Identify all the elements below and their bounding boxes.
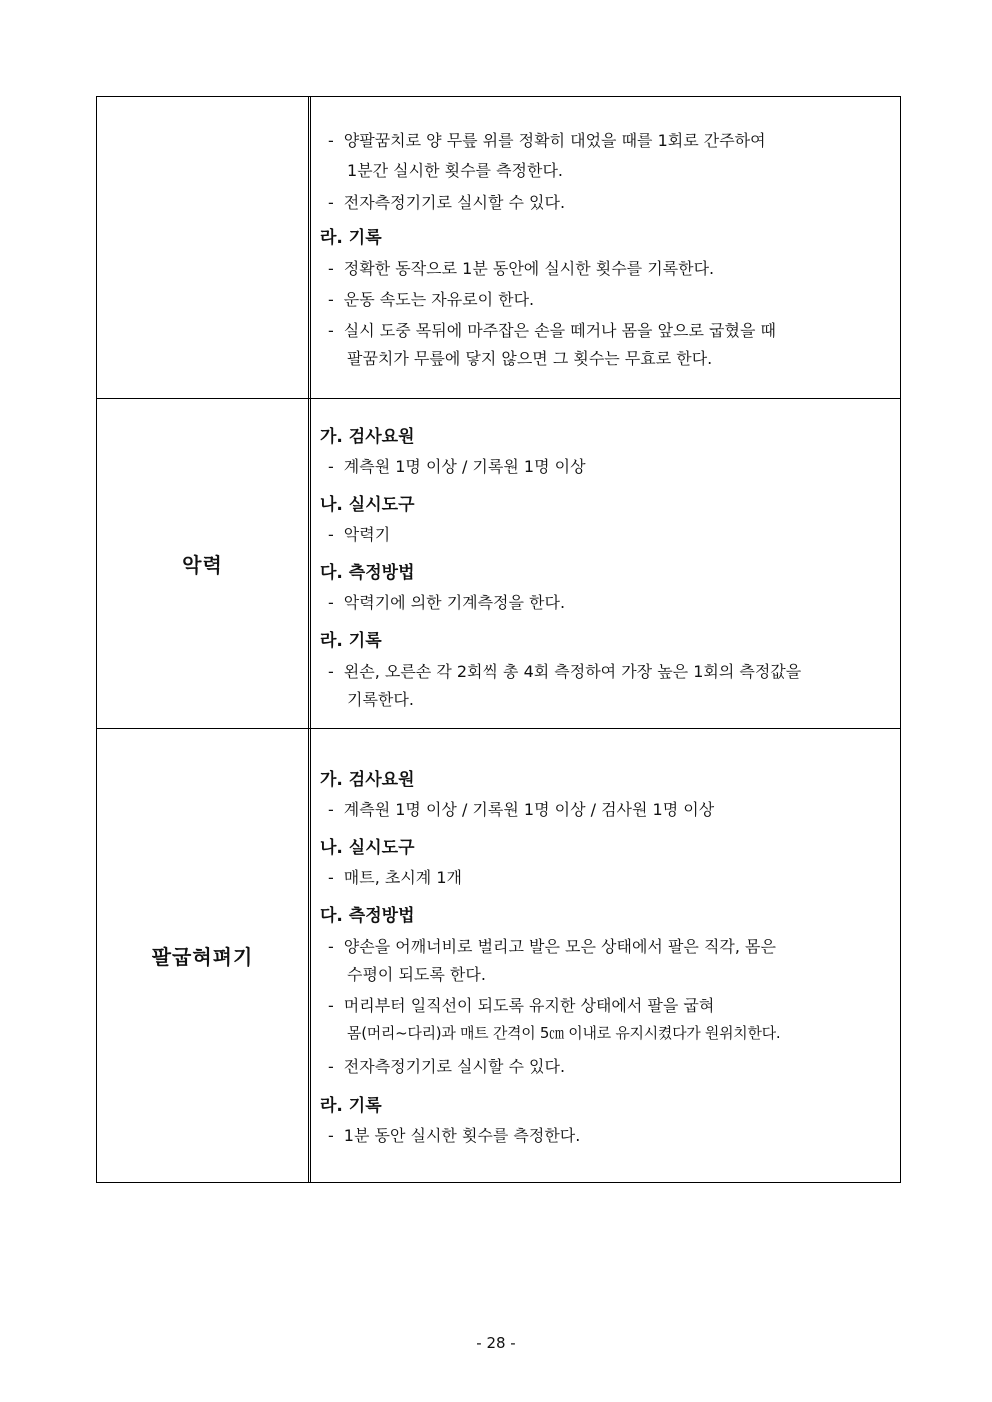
table-row <box>97 97 900 399</box>
continuation-line: 팔꿈치가 무릎에 닿지 않으면 그 횟수는 무효로 한다. <box>347 349 713 368</box>
bullet-line: - 매트, 초시계 1개 <box>328 868 462 887</box>
bullet-line: - 운동 속도는 자유로이 한다. <box>328 290 535 309</box>
table-row <box>97 399 900 729</box>
page-number: - 28 - <box>476 1334 516 1352</box>
bullet-line: - 양손을 어깨너비로 벌리고 발은 모은 상태에서 팔은 직각, 몸은 <box>328 937 776 956</box>
bullet-line: - 전자측정기기로 실시할 수 있다. <box>328 193 566 212</box>
column-divider <box>308 97 311 398</box>
row-label: 팔굽혀펴기 <box>151 945 254 969</box>
continuation-line: 기록한다. <box>347 690 414 709</box>
table-row <box>97 729 900 1182</box>
bullet-line: - 실시 도중 목뒤에 마주잡은 손을 떼거나 몸을 앞으로 굽혔을 때 <box>328 321 776 340</box>
bullet-line: - 악력기 <box>328 525 391 544</box>
column-divider <box>308 399 311 728</box>
bullet-line: - 악력기에 의한 기계측정을 한다. <box>328 593 566 612</box>
section-heading-method: 다. 측정방법 <box>320 563 415 583</box>
section-heading-staff: 가. 검사요원 <box>320 427 415 447</box>
continuation-line: 수평이 되도록 한다. <box>347 965 486 984</box>
row-label-cell <box>97 399 308 728</box>
row-label-cell <box>97 97 308 398</box>
section-heading-tools: 나. 실시도구 <box>320 495 415 515</box>
bullet-line: - 계측원 1명 이상 / 기록원 1명 이상 <box>328 457 586 476</box>
continuation-line: 1분간 실시한 횟수를 측정한다. <box>347 161 563 180</box>
bullet-line: - 왼손, 오른손 각 2회씩 총 4회 측정하여 가장 높은 1회의 측정값을 <box>328 662 802 681</box>
row-label-cell <box>97 729 308 1182</box>
bullet-line: - 머리부터 일직선이 되도록 유지한 상태에서 팔을 굽혀 <box>328 996 715 1015</box>
bullet-line: - 계측원 1명 이상 / 기록원 1명 이상 / 검사원 1명 이상 <box>328 800 715 819</box>
row-content-cell <box>320 399 898 728</box>
section-heading-staff: 가. 검사요원 <box>320 770 415 790</box>
section-heading-method: 다. 측정방법 <box>320 906 415 926</box>
continuation-line: 몸(머리~다리)과 매트 간격이 5㎝ 이내로 유지시켰다가 원위치한다. <box>347 1024 781 1042</box>
column-divider <box>308 729 311 1182</box>
section-heading-tools: 나. 실시도구 <box>320 838 415 858</box>
row-content-cell <box>320 97 898 398</box>
row-content-cell <box>320 729 898 1182</box>
bullet-line: - 양팔꿈치로 양 무릎 위를 정확히 대었을 때를 1회로 간주하여 <box>328 131 766 150</box>
section-heading-record: 라. 기록 <box>320 228 382 248</box>
row-label: 악력 <box>182 553 223 577</box>
section-heading-record: 라. 기록 <box>320 1096 382 1116</box>
section-heading-record: 라. 기록 <box>320 631 382 651</box>
test-method-table <box>96 96 901 1183</box>
bullet-line: - 정확한 동작으로 1분 동안에 실시한 횟수를 기록한다. <box>328 259 715 278</box>
bullet-line: - 1분 동안 실시한 횟수를 측정한다. <box>328 1126 581 1145</box>
bullet-line: - 전자측정기기로 실시할 수 있다. <box>328 1057 566 1076</box>
